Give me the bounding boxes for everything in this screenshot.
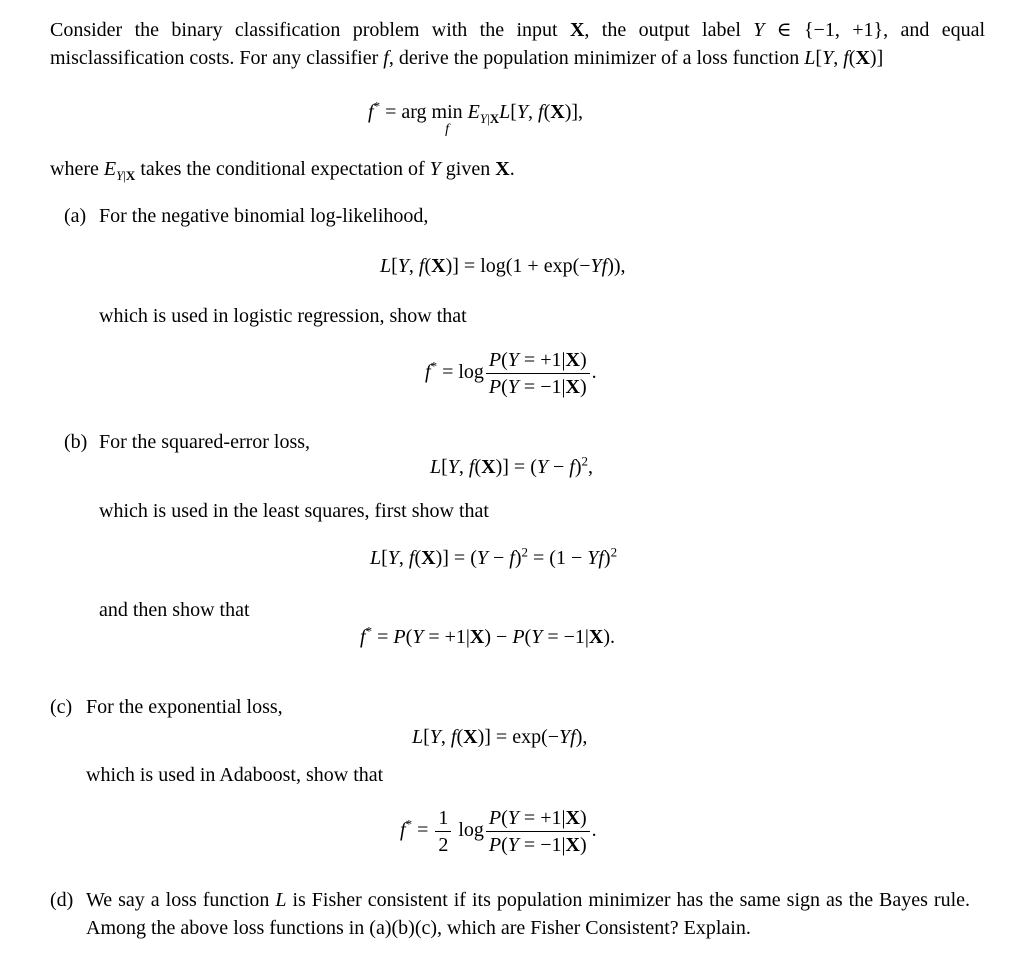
part-a-mid: which is used in logistic regression, show that: [99, 305, 467, 327]
part-a-lead: For the negative binomial log-likelihood,: [99, 205, 429, 227]
part-c-mid: which is used in Adaboost, show that: [86, 764, 384, 786]
part-a-equation-result: f* = log $\frac{P(Y = +1|X)}{P(Y = -1|X)}$ .: [425, 349, 597, 398]
part-d-label: (d): [50, 889, 74, 911]
part-a-equation-loss: L[Y, f(X)] = log(1 + exp(−Yf)),: [380, 255, 626, 277]
part-d-text: We say a loss function L is Fisher consistent if its population minimizer has the same sign as the Bayes rule. Among the above loss functions in (a)(b)(c), which are Fisher Consistent? Explain.: [86, 889, 970, 939]
part-c-label: (c): [50, 696, 73, 718]
part-a-label: (a): [64, 205, 87, 227]
part-b-equation-identity: L[Y, $f(X)] = (Y - f)^2 = (1 - Yf)^2$: [370, 544, 618, 569]
part-b-equation-loss: L[Y, $f(X)] = (Y - f)^2$,: [430, 453, 594, 478]
intro-text: Consider the binary classification problem with the input X, the output label Y ∈ {−1, +1}, and equal misclassification costs. For any classifier f, derive the population minimizer of a loss function L[Y, f(X)]: [50, 19, 986, 69]
part-b-then: and then show that: [99, 599, 250, 621]
where-line: where $E_{Y|X}$ takes the conditional expectation of Y given X.: [50, 158, 515, 183]
part-c-lead: For the exponential loss,: [86, 696, 283, 718]
part-b-equation-result: f* = P(Y = +1|X) − P(Y = −1|X).: [360, 623, 616, 648]
part-b-label: (b): [64, 431, 88, 453]
part-c-equation-loss: L[Y, f(X)] = exp(−Yf),: [412, 726, 588, 748]
minimizer-equation: f* = arg min f $E_{Y|X}L[Y$, f(X)],: [368, 98, 584, 137]
part-b-mid: which is used in the least squares, first show that: [99, 500, 489, 522]
part-c-equation-result: f* = $\frac{1}{2}$ log $\frac{P(Y = +1|X)}{P(Y = -1|X)}$ .: [400, 807, 597, 856]
part-b-lead: For the squared-error loss,: [99, 431, 311, 453]
intro-paragraph: [50, 16, 985, 72]
